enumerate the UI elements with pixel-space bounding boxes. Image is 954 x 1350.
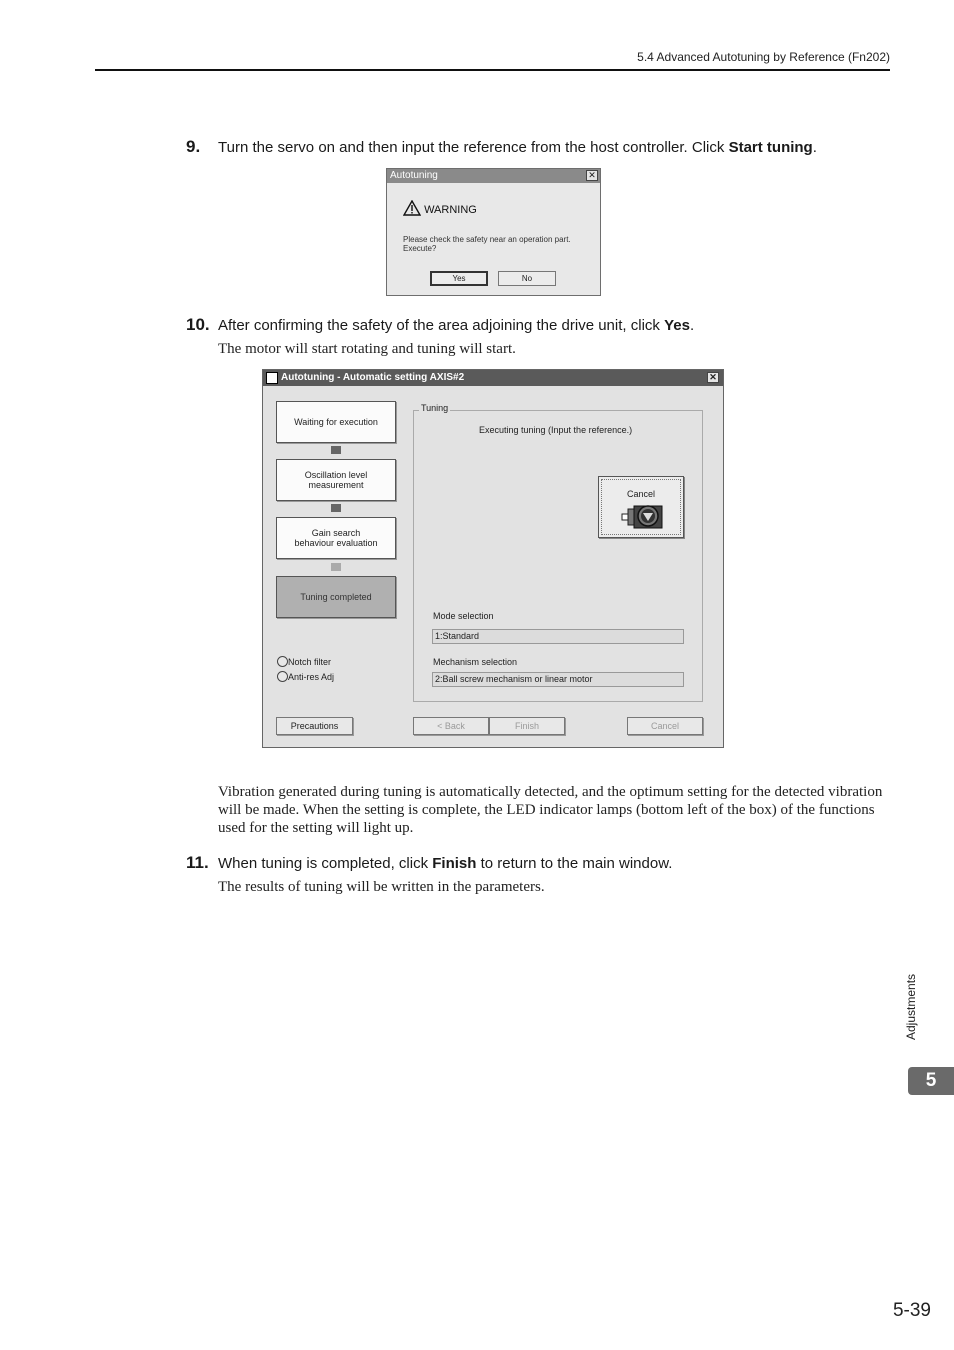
no-button[interactable]: No	[498, 271, 556, 286]
autotuning-dialog	[262, 369, 724, 748]
step-number: 10.	[186, 315, 210, 334]
side-section-label: Adjustments	[904, 973, 918, 1040]
warning-message	[403, 235, 571, 253]
step-keyword: Finish	[432, 855, 477, 872]
mechanism-selection-label: Mechanism selection	[433, 657, 518, 667]
warning-dialog	[386, 168, 601, 296]
tuning-group-label: Tuning	[421, 403, 449, 413]
vibration-text: Vibration generated during tuning is automatically detected, and the optimum setting for the detected vibration will be made. When the setting is complete, the LED indicator lamps (bottom left of the box) of the functions used for the setting will light up.	[218, 784, 883, 836]
dialog-title: Autotuning - Automatic setting AXIS#2	[281, 372, 465, 383]
step-keyword: Start tuning	[728, 139, 813, 156]
led-indicator-icon	[277, 671, 288, 682]
led-indicator-icon	[277, 656, 288, 667]
step-number: 11.	[186, 853, 209, 872]
step-box-label: Oscillation level	[304, 470, 368, 480]
step-box-label: behaviour evaluation	[294, 538, 378, 548]
close-icon[interactable]: ✕	[586, 170, 598, 181]
led-notch-filter	[277, 656, 331, 667]
results-text: The results of tuning will be written in the parameters.	[218, 879, 545, 895]
page-number: 5-39	[892, 1300, 931, 1321]
motor-start-text: The motor will start rotating and tuning will start.	[218, 341, 516, 357]
dialog-title: Autotuning	[390, 170, 438, 181]
led-label: Notch filter	[288, 657, 332, 667]
step-connector	[331, 446, 341, 454]
step-box-waiting	[276, 401, 396, 443]
mode-selection-label: Mode selection	[433, 611, 494, 621]
step-box-label: Waiting for execution	[294, 417, 378, 427]
step-box-tuning-completed	[276, 576, 396, 618]
warning-icon	[403, 200, 421, 216]
header-rule	[95, 69, 890, 71]
warning-message-line: Please check the safety near an operation part.	[403, 235, 571, 244]
running-header: 5.4 Advanced Autotuning by Reference (Fn202)	[637, 50, 890, 64]
step-text: When tuning is completed, click	[218, 855, 433, 872]
step-keyword: Yes	[664, 317, 690, 334]
finish-button[interactable]: Finish	[489, 717, 565, 735]
step-9	[186, 137, 817, 157]
executing-status: Executing tuning (Input the reference.)	[479, 425, 633, 435]
step-text-end: to return to the main window.	[476, 855, 673, 872]
warning-message-line: Execute?	[403, 244, 437, 253]
cancel-tuning-label: Cancel	[626, 489, 655, 499]
step-text-end: .	[812, 139, 817, 156]
step-11	[186, 853, 672, 873]
step-box-label: measurement	[308, 480, 364, 490]
step-connector	[331, 563, 341, 571]
chapter-tab: 5	[908, 1067, 954, 1095]
step-box-label: Tuning completed	[300, 592, 372, 602]
back-button[interactable]: < Back	[413, 717, 489, 735]
step-10	[186, 315, 694, 335]
step-box-oscillation	[276, 459, 396, 501]
warning-heading	[403, 200, 477, 216]
cancel-tuning-button[interactable]	[598, 476, 684, 538]
step-box-label: Gain search	[311, 528, 361, 538]
led-anti-res	[277, 671, 334, 682]
mode-selection-field: 1:Standard	[432, 629, 684, 644]
motor-stop-icon	[621, 503, 665, 529]
led-label: Anti-res Adj	[288, 672, 335, 682]
yes-button[interactable]: Yes	[430, 271, 488, 286]
close-icon[interactable]: ✕	[707, 372, 719, 383]
dialog-titlebar	[263, 370, 723, 386]
app-icon	[266, 372, 278, 384]
warning-label: WARNING	[424, 204, 477, 216]
dialog-titlebar	[387, 169, 600, 183]
step-number: 9.	[186, 137, 201, 156]
step-text-end: .	[689, 317, 695, 334]
cancel-button[interactable]: Cancel	[627, 717, 703, 735]
step-text: After confirming the safety of the area adjoining the drive unit, click	[218, 317, 665, 334]
step-text: Turn the servo on and then input the reference from the host controller. Click	[218, 139, 729, 156]
precautions-button[interactable]: Precautions	[276, 717, 353, 735]
step-connector	[331, 504, 341, 512]
step-box-gain-search	[276, 517, 396, 559]
mechanism-selection-field: 2:Ball screw mechanism or linear motor	[432, 672, 684, 687]
